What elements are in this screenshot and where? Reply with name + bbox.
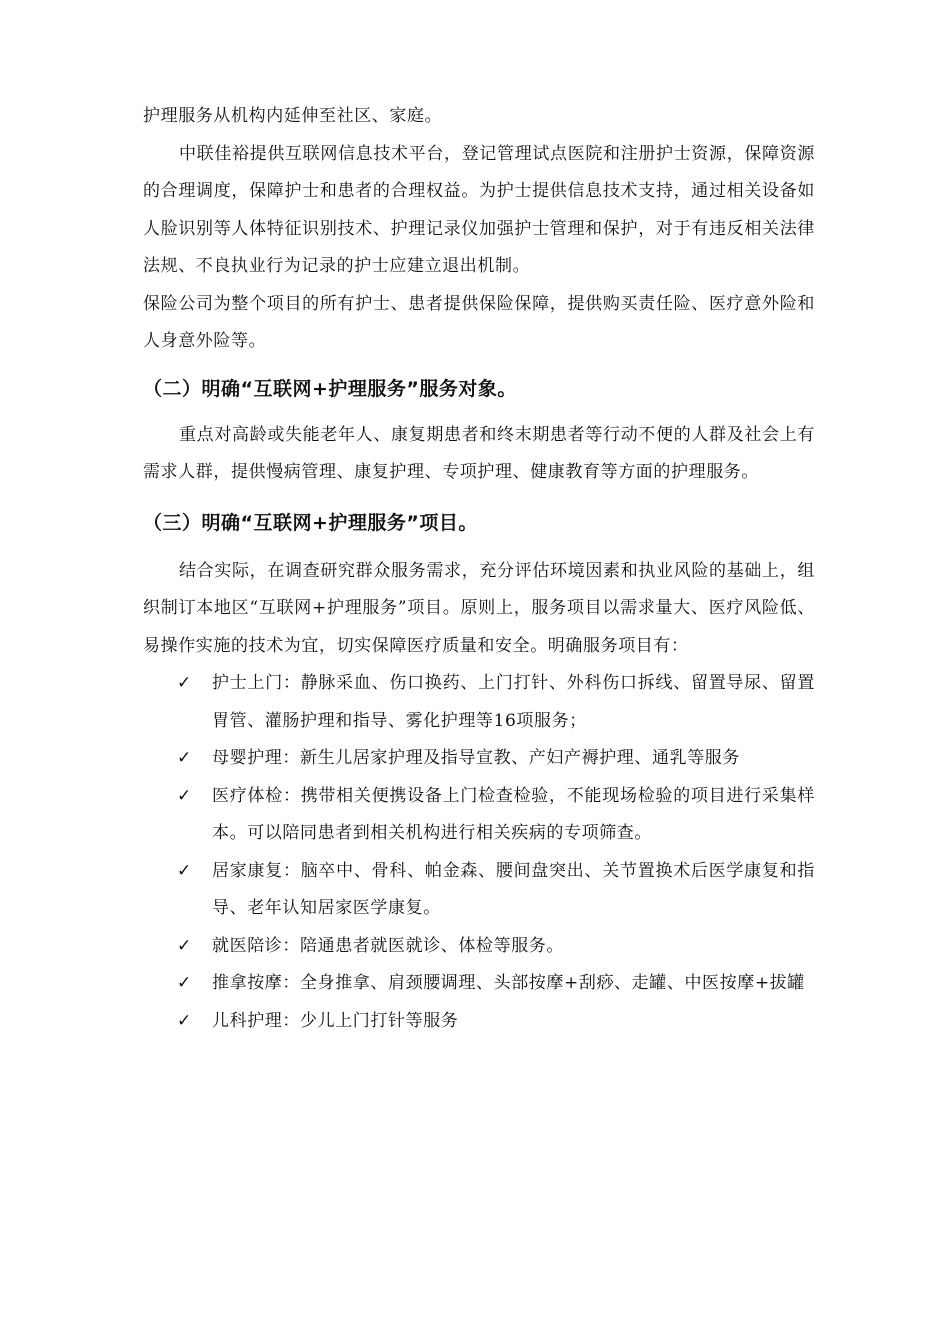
list-item (143, 665, 815, 740)
check-icon: ✓ (177, 973, 192, 993)
list-item (143, 965, 815, 1003)
list-item-text: 医疗体检：携带相关便携设备上门检查检验，不能现场检验的项目进行采集样本。可以陪同患者到相关机构进行相关疾病的专项筛查。 (212, 785, 815, 843)
list-item (143, 1003, 815, 1041)
check-icon: ✓ (177, 1010, 192, 1031)
paragraph-intro: 护理服务从机构内延伸至社区、家庭。 (143, 106, 443, 126)
list-item-text: 护士上门：静脉采血、伤口换药、上门打针、外科伤口拆线、留置导尿、留置胃管、灌肠护理和指导、雾化护理等16项服务； (212, 673, 815, 731)
paragraph-insurance: 保险公司为整个项目的所有护士、患者提供保险保障，提供购买责任险、医疗意外险和人身意外险等。 (143, 293, 815, 351)
list-item (143, 853, 815, 928)
service-project-list (143, 665, 815, 1040)
heading-service-objects: （二）明确“互联网+护理服务”服务对象。 (143, 377, 517, 400)
check-icon: ✓ (177, 860, 192, 881)
list-item-text: 推拿按摩：全身推拿、肩颈腰调理、头部按摩+刮痧、走罐、中医按摩+拔罐 (212, 973, 805, 993)
document-page (143, 98, 815, 1040)
list-item (143, 928, 815, 966)
check-icon: ✓ (177, 673, 192, 693)
list-item-text: 儿科护理：少儿上门打针等服务 (212, 1010, 459, 1031)
paragraph-service-projects: 结合实际，在调查研究群众服务需求，充分评估环境因素和执业风险的基础上，组织制订本地区“互联网+护理服务”项目。原则上，服务项目以需求量大、医疗风险低、易操作实施的技术为宜，切实保障医疗质量和安全。明确服务项目有： (143, 560, 815, 656)
heading-service-projects: （三）明确“互联网+护理服务”项目。 (143, 511, 478, 534)
paragraph-service-objects: 重点对高龄或失能老年人、康复期患者和终末期患者等行动不便的人群及社会上有需求人群，提供慢病管理、康复护理、专项护理、健康教育等方面的护理服务。 (143, 424, 815, 482)
list-item-text: 就医陪诊：陪通患者就医就诊、体检等服务。 (212, 935, 564, 956)
check-icon: ✓ (177, 785, 192, 806)
list-item-text: 居家康复：脑卒中、骨科、帕金森、腰间盘突出、关节置换术后医学康复和指导、老年认知居家医学康复。 (212, 860, 815, 918)
list-item-text: 母婴护理：新生儿居家护理及指导宣教、产妇产褥护理、通乳等服务 (212, 748, 740, 768)
check-icon: ✓ (177, 748, 192, 768)
list-item (143, 778, 815, 853)
list-item (143, 740, 815, 778)
paragraph-platform: 中联佳裕提供互联网信息技术平台，登记管理试点医院和注册护士资源，保障资源的合理调度，保障护士和患者的合理权益。为护士提供信息技术支持，通过相关设备如人脸识别等人体特征识别技术、护理记录仪加强护士管理和保护，对于有违反相关法律法规、不良执业行为记录的护士应建立退出机制。 (143, 143, 815, 276)
check-icon: ✓ (177, 935, 192, 956)
